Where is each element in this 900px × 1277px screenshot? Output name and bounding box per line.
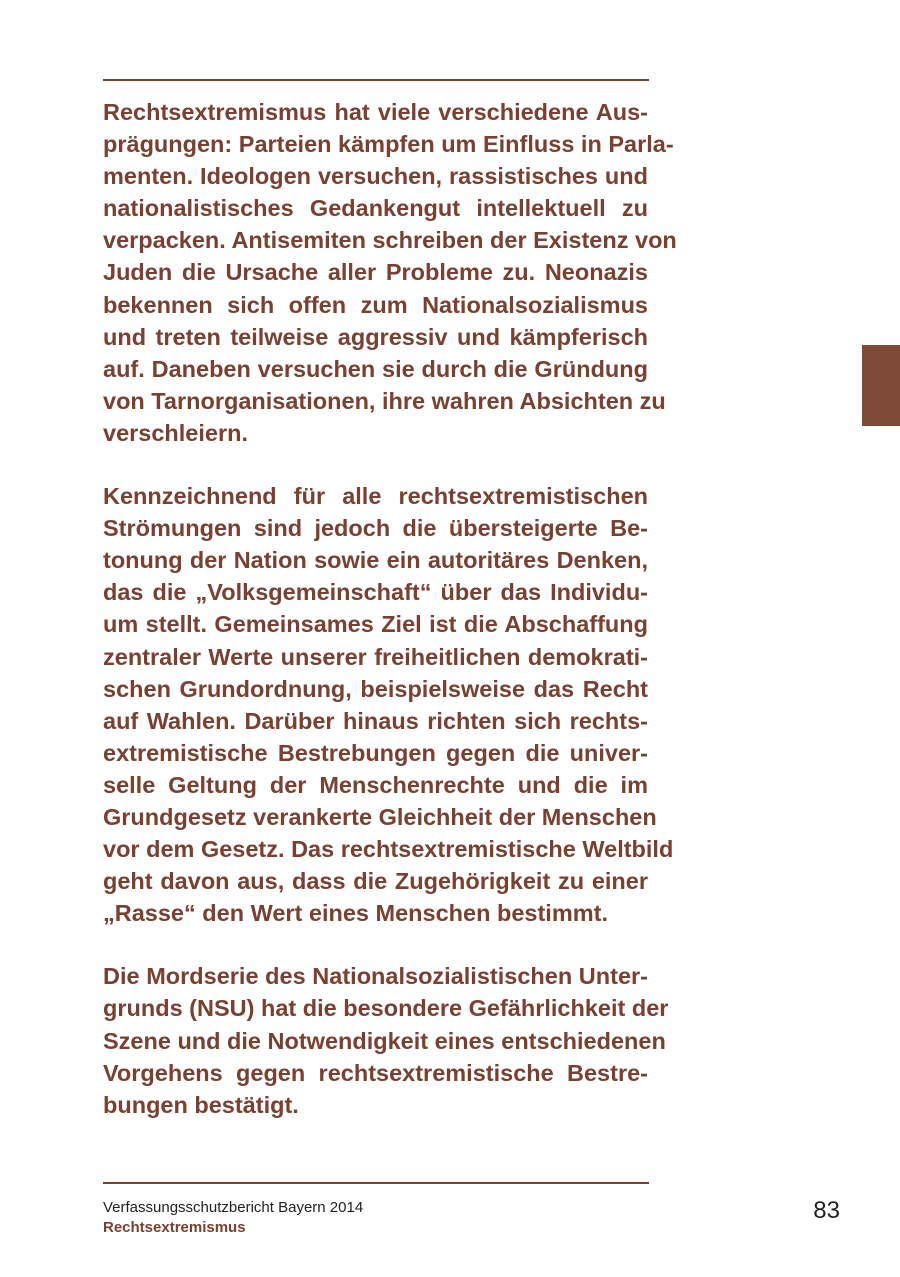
text-line: um stellt. Gemeinsames Ziel ist die Abschaffung	[103, 611, 648, 638]
text-line: bungen bestätigt.	[103, 1091, 299, 1118]
text-line: Die Mordserie des Nationalsozialistischen Unter-	[103, 963, 648, 990]
chapter-marker-tab	[862, 345, 900, 426]
text-line: auf Wahlen. Darüber hinaus richten sich rechts-	[103, 707, 648, 734]
text-line: von Tarnorganisationen, ihre wahren Absichten zu	[103, 387, 666, 414]
text-line: extremistische Bestrebungen gegen die univer-	[103, 739, 648, 766]
paragraph	[103, 480, 674, 929]
text-line: Strömungen sind jedoch die übersteigerte Be-	[103, 515, 648, 542]
text-line: das die „Volksgemeinschaft“ über das Individu-	[103, 579, 648, 606]
page-number: 83	[813, 1197, 840, 1224]
text-line: Juden die Ursache aller Probleme zu. Neonazis	[103, 259, 648, 286]
text-line: vor dem Gesetz. Das rechtsextremistische Weltbild	[103, 836, 674, 863]
paragraph	[103, 960, 669, 1120]
text-line: selle Geltung der Menschenrechte und die im	[103, 771, 648, 798]
text-line: „Rasse“ den Wert eines Menschen bestimmt.	[103, 900, 608, 927]
text-line: nationalistisches Gedankengut intellektuell zu	[103, 195, 648, 222]
top-rule	[103, 79, 649, 81]
text-line: schen Grundordnung, beispielsweise das Recht	[103, 675, 648, 702]
text-line: prägungen: Parteien kämpfen um Einfluss in Parla-	[103, 131, 674, 158]
text-line: menten. Ideologen versuchen, rassistisches und	[103, 163, 648, 190]
text-line: und treten teilweise aggressiv und kämpferisch	[103, 323, 648, 350]
paragraph	[103, 96, 677, 449]
text-line: Kennzeichnend für alle rechtsextremistischen	[103, 483, 648, 510]
body-text	[103, 96, 677, 1152]
text-line: verschleiern.	[103, 419, 249, 446]
text-line: Rechtsextremismus hat viele verschiedene Aus-	[103, 99, 648, 125]
text-line: bekennen sich offen zum Nationalsozialismus	[103, 291, 648, 318]
text-line: grunds (NSU) hat die besondere Gefährlichkeit der	[103, 995, 669, 1022]
footer-section-title: Rechtsextremismus	[103, 1219, 246, 1236]
text-line: auf. Daneben versuchen sie durch die Gründung	[103, 355, 648, 382]
text-line: geht davon aus, dass die Zugehörigkeit zu einer	[103, 868, 648, 895]
text-line: Vorgehens gegen rechtsextremistische Bestre-	[103, 1059, 648, 1086]
text-line: verpacken. Antisemiten schreiben der Existenz von	[103, 227, 677, 254]
text-line: zentraler Werte unserer freiheitlichen demokrati-	[103, 643, 648, 670]
text-line: Grundgesetz verankerte Gleichheit der Menschen	[103, 803, 657, 830]
bottom-rule	[103, 1182, 649, 1184]
text-line: Szene und die Notwendigkeit eines entschiedenen	[103, 1027, 666, 1054]
footer-publication-title: Verfassungsschutzbericht Bayern 2014	[103, 1199, 364, 1216]
text-line: tonung der Nation sowie ein autoritäres Denken,	[103, 547, 648, 574]
